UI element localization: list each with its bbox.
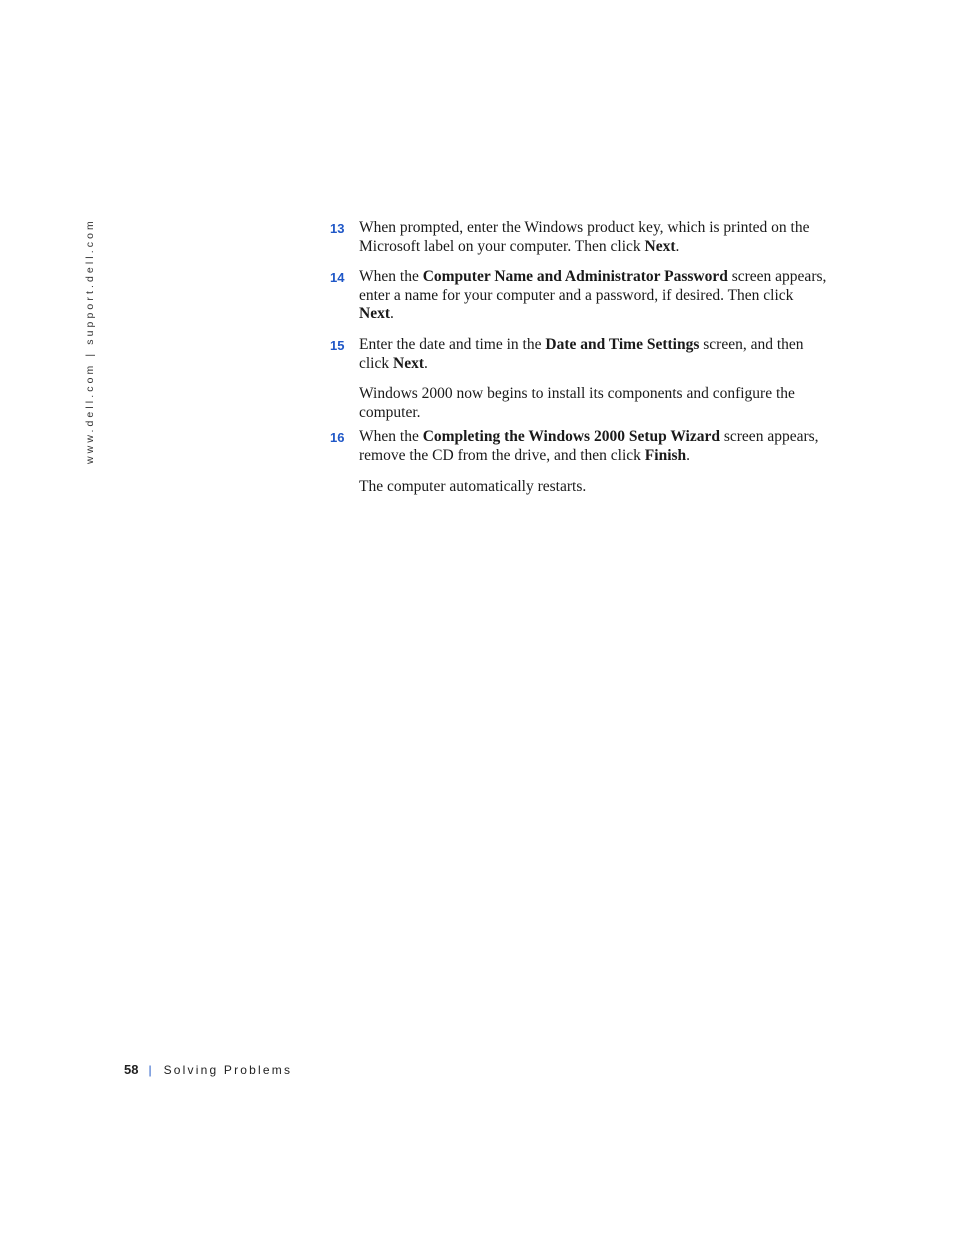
step-text: . — [686, 446, 691, 464]
step-text: screen appears, remove the CD from the drive, and then click — [359, 428, 819, 464]
step-13 — [328, 219, 828, 256]
step-text: When the — [359, 268, 423, 286]
footer-separator: | — [148, 1063, 152, 1077]
step-number: 13 — [330, 221, 345, 236]
page-number: 58 — [124, 1062, 139, 1077]
ui-term-setup-wizard-screen: Completing the Windows 2000 Setup Wizard — [422, 428, 720, 446]
step-16 — [328, 428, 828, 465]
ui-term-date-time-screen: Date and Time Settings — [545, 335, 700, 353]
step-text: screen appears, enter a name for your computer and a password, if desired. Then click — [359, 268, 827, 304]
step-text: . — [424, 354, 428, 372]
step-text: When prompted, enter the Windows product key, which is printed on the Microsoft label on your computer. Then click — [359, 219, 810, 255]
section-title: Solving Problems — [163, 1063, 293, 1077]
ui-term-next: Next — [393, 354, 424, 372]
step-text: . — [675, 237, 680, 255]
sidebar-url: www.dell.com | support.dell.com — [84, 218, 96, 464]
step-text: When the — [359, 428, 423, 446]
ui-term-computer-name-screen: Computer Name and Administrator Password — [422, 268, 728, 286]
step-number: 14 — [330, 270, 345, 286]
step-number: 15 — [330, 337, 345, 353]
step-text: . — [390, 305, 394, 323]
step-15-note: Windows 2000 now begins to install its components and configure the computer. — [359, 385, 795, 421]
step-text: Enter the date and time in the — [359, 335, 546, 353]
step-16-note: The computer automatically restarts. — [359, 477, 587, 495]
step-text: screen, and then click — [359, 335, 804, 372]
page-footer — [124, 1062, 292, 1077]
ui-term-finish: Finish — [644, 446, 687, 464]
ui-term-next: Next — [359, 305, 390, 323]
step-14 — [328, 268, 828, 324]
step-number: 16 — [330, 430, 345, 446]
step-15 — [328, 336, 828, 373]
instruction-list — [328, 219, 828, 502]
ui-term-next: Next — [644, 237, 676, 255]
